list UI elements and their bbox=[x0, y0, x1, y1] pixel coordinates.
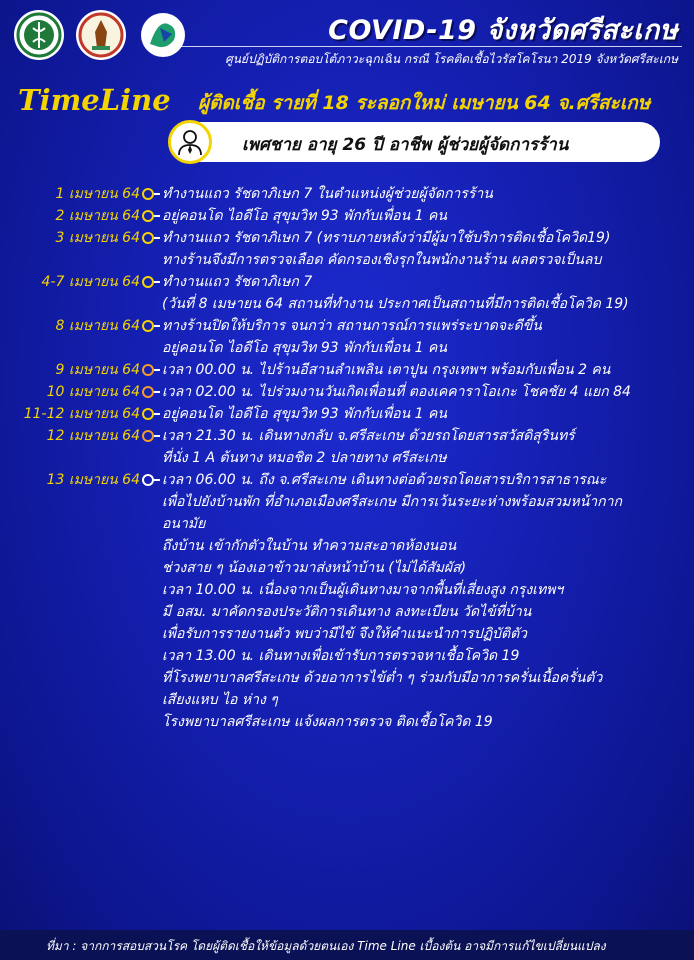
timeline-row bbox=[0, 689, 694, 711]
page-title: COVID-19 จังหวัดศรีสะเกษ bbox=[328, 15, 678, 46]
timeline-date: 8 เมษายน 64 bbox=[55, 318, 140, 334]
emergency-operation-center-logo bbox=[138, 10, 188, 60]
ministry-public-health-logo bbox=[14, 10, 64, 60]
timeline-date: 9 เมษายน 64 bbox=[55, 362, 140, 378]
timeline-dot-icon bbox=[142, 232, 154, 244]
timeline-event-text: โรงพยาบาลศรีสะเกษ แจ้งผลการตรวจ ติดเชื้อโควิด 19 bbox=[162, 714, 493, 730]
timeline-label: TimeLine bbox=[18, 83, 171, 117]
timeline-row bbox=[0, 205, 694, 227]
timeline-row bbox=[0, 403, 694, 425]
timeline-event-text: ถึงบ้าน เข้ากักตัวในบ้าน ทำความสะอาดห้องนอน bbox=[162, 538, 457, 554]
timeline-row bbox=[0, 315, 694, 337]
timeline-event-text: เวลา 13.00 น. เดินทางเพื่อเข้ารับการตรวจหาเชื้อโควิด 19 bbox=[162, 648, 520, 664]
timeline-event-text: (วันที่ 8 เมษายน 64 สถานที่ทำงาน ประกาศเป็นสถานที่มีการติดเชื้อโควิด 19) bbox=[162, 296, 629, 312]
timeline-row bbox=[0, 711, 694, 733]
page-subtitle: ศูนย์ปฏิบัติการตอบโต้ภาวะฉุกเฉิน กรณี โรคติดเชื้อไวรัสโคโรนา 2019 จังหวัดศรีสะเกษ bbox=[225, 52, 678, 66]
timeline-event-text: อยู่คอนโด ไอดีโอ สุขุมวิท 93 พักกับเพื่อน 1 คน bbox=[162, 208, 447, 224]
timeline-event-text: ทำงานแถว รัชดาภิเษก 7 (ทราบภายหลังว่ามีผู้มาใช้บริการติดเชื้อโควิด19) bbox=[162, 230, 611, 246]
timeline-row bbox=[0, 271, 694, 293]
timeline-dot-icon bbox=[142, 408, 154, 420]
patient-profile-bar bbox=[170, 122, 660, 162]
timeline-date: 11-12 เมษายน 64 bbox=[23, 406, 140, 422]
timeline-dot-icon bbox=[142, 276, 154, 288]
timeline-dot-icon bbox=[142, 188, 154, 200]
timeline-row bbox=[0, 601, 694, 623]
patient-profile-text: เพศชาย อายุ 26 ปี อาชีพ ผู้ช่วยผู้จัดการร้าน bbox=[242, 135, 569, 155]
timeline-row bbox=[0, 491, 694, 513]
timeline-event-text: อนามัย bbox=[162, 516, 206, 532]
timeline-row bbox=[0, 513, 694, 535]
timeline-date: 4-7 เมษายน 64 bbox=[41, 274, 140, 290]
timeline-row bbox=[0, 425, 694, 447]
timeline-event-text: เวลา 02.00 น. ไปร่วมงานวันเกิดเพื่อนที่ ตองเคคาราโอเกะ โชคชัย 4 แยก 84 bbox=[162, 384, 631, 400]
timeline-row bbox=[0, 447, 694, 469]
timeline-row bbox=[0, 557, 694, 579]
timeline-row bbox=[0, 293, 694, 315]
timeline-dot-icon bbox=[142, 386, 154, 398]
header bbox=[0, 0, 694, 82]
header-divider bbox=[172, 46, 682, 47]
timeline-event-text: ที่โรงพยาบาลศรีสะเกษ ด้วยอาการไข้ต่ำ ๆ ร่วมกับมีอาการครั่นเนื้อครั่นตัว bbox=[162, 670, 603, 686]
timeline-date: 2 เมษายน 64 bbox=[55, 208, 140, 224]
timeline-event-text: อยู่คอนโด ไอดีโอ สุขุมวิท 93 พักกับเพื่อน 1 คน bbox=[162, 406, 447, 422]
timeline-row bbox=[0, 623, 694, 645]
timeline-event-text: ทางร้านจึงมีการตรวจเลือด คัดกรองเชิงรุกในพนักงานร้าน ผลตรวจเป็นลบ bbox=[162, 252, 602, 268]
timeline-event-text: มี อสม. มาคัดกรองประวัติการเดินทาง ลงทะเบียน วัดไข้ที่บ้าน bbox=[162, 604, 532, 620]
timeline-row bbox=[0, 183, 694, 205]
timeline-event-text: ช่วงสาย ๆ น้องเอาข้าวมาส่งหน้าบ้าน (ไม่ได้สัมผัส) bbox=[162, 560, 467, 576]
timeline-dot-icon bbox=[142, 430, 154, 442]
timeline-event-text: เวลา 00.00 น. ไปร้านอีสานลำเพลิน เตาปูน กรุงเทพฯ พร้อมกับเพื่อน 2 คน bbox=[162, 362, 611, 378]
timeline-date: 10 เมษายน 64 bbox=[46, 384, 140, 400]
timeline-event-text: เวลา 06.00 น. ถึง จ.ศรีสะเกษ เดินทางต่อด้วยรถโดยสารบริการสาธารณะ bbox=[162, 472, 607, 488]
timeline-event-text: ที่นั่ง 1 A ต้นทาง หมอชิต 2 ปลายทาง ศรีสะเกษ bbox=[162, 450, 447, 466]
timeline-row bbox=[0, 469, 694, 491]
timeline-event-text: ทำงานแถว รัชดาภิเษก 7 ในตำแหน่งผู้ช่วยผู้จัดการร้าน bbox=[162, 186, 493, 202]
case-title: ผู้ติดเชื้อ รายที่ 18 ระลอกใหม่ เมษายน 64 จ.ศรีสะเกษ bbox=[198, 92, 651, 114]
timeline-row bbox=[0, 579, 694, 601]
timeline-list bbox=[0, 183, 694, 733]
sisaket-province-seal bbox=[76, 10, 126, 60]
timeline-row bbox=[0, 645, 694, 667]
timeline-row bbox=[0, 337, 694, 359]
timeline-row bbox=[0, 249, 694, 271]
footer-source-note: ที่มา : จากการสอบสวนโรค โดยผู้ติดเชื้อให้ข้อมูลด้วยตนเอง Time Line เบื้องต้น อาจมีการแก้ไขเปลี่ยนแปลง bbox=[46, 939, 606, 953]
footer bbox=[0, 930, 694, 960]
timeline-date: 3 เมษายน 64 bbox=[55, 230, 140, 246]
timeline-dot-icon bbox=[142, 364, 154, 376]
timeline-row bbox=[0, 535, 694, 557]
timeline-dot-icon bbox=[142, 474, 154, 486]
timeline-row bbox=[0, 227, 694, 249]
timeline-date: 13 เมษายน 64 bbox=[46, 472, 140, 488]
timeline-event-text: เพื่อไปยังบ้านพัก ที่อำเภอเมืองศรีสะเกษ มีการเว้นระยะห่างพร้อมสวมหน้ากาก bbox=[162, 494, 622, 510]
timeline-event-text: ทำงานแถว รัชดาภิเษก 7 bbox=[162, 274, 313, 290]
timeline-row bbox=[0, 667, 694, 689]
timeline-date: 1 เมษายน 64 bbox=[55, 186, 140, 202]
timeline-row bbox=[0, 359, 694, 381]
person-icon bbox=[168, 120, 212, 164]
timeline-event-text: เพื่อรับการรายงานตัว พบว่ามีไข้ จึงให้คำแนะนำการปฏิบัติตัว bbox=[162, 626, 528, 642]
timeline-dot-icon bbox=[142, 210, 154, 222]
timeline-date: 12 เมษายน 64 bbox=[46, 428, 140, 444]
timeline-row bbox=[0, 381, 694, 403]
timeline-event-text: เวลา 21.30 น. เดินทางกลับ จ.ศรีสะเกษ ด้วยรถโดยสารสวัสดิสุรินทร์ bbox=[162, 428, 575, 444]
timeline-event-text: เสียงแหบ ไอ ห่าง ๆ bbox=[162, 692, 278, 708]
timeline-dot-icon bbox=[142, 320, 154, 332]
timeline-event-text: เวลา 10.00 น. เนื่องจากเป็นผู้เดินทางมาจากพื้นที่เสี่ยงสูง กรุงเทพฯ bbox=[162, 582, 564, 598]
timeline-event-text: ทางร้านปิดให้บริการ จนกว่า สถานการณ์การแพร่ระบาดจะดีขึ้น bbox=[162, 318, 542, 334]
timeline-event-text: อยู่คอนโด ไอดีโอ สุขุมวิท 93 พักกับเพื่อน 1 คน bbox=[162, 340, 447, 356]
